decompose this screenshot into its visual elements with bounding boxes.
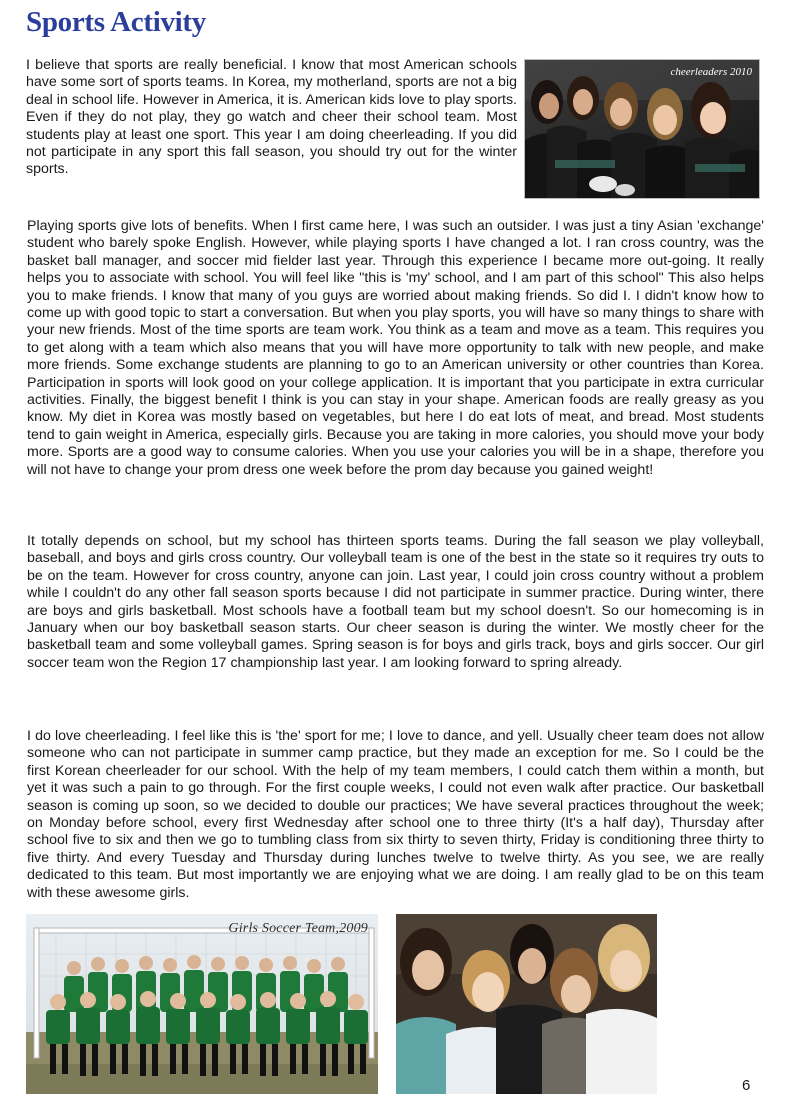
page-number: 6 [742, 1077, 751, 1094]
article-paragraph-3: It totally depends on school, but my school has thirteen sports teams. During the fall season we play volleyball, baseball, and boys and girls cross country. Our volleyball team is one of the best in the state so it requires try outs to be on the team. However for cross country, anyone can join. Last year, I could join cross country without a problem while I couldn't do any other fall season sports because I did not participate in summer practice. During winter, there are boys and girls basketball. Most schools have a football team but my school doesn't. So our homecoming is in January when our boy basketball season starts. Our cheer season is during the winter. We mostly cheer for the basketball team and some volleyball games. Spring season is for boys and girls track, boys and girls soccer. Our girl soccer team won the Region 17 championship last year. I am looking forward to spring already. [27, 533, 764, 671]
soccer-team-photo-image [26, 914, 378, 1094]
cheerleaders-photo-caption: cheerleaders 2010 [670, 66, 752, 78]
article-paragraph-4: I do love cheerleading. I feel like this is 'the' sport for me; I love to dance, and yell. Usually cheer team does not allow someone who can not participate in summer camp practice, but they made an exception for me. So I could be the first Korean cheerleader for our school. With the help of my team members, I could catch them within a month, but yet it was such a pain to go through. For the first couple weeks, I could not even walk after practice. Our basketball season is coming up soon, so we decided to double our practices; We have several practices throughout the week; on Monday before school, every first Wednesday after school one to three thirty (It's a half day), Thursday after school five to six and then we go to tumbling class from six thirty to seven thirty, Friday is conditioning three thirty to five thirty. And every Tuesday and Thursday during lunches twelve to twelve thirty. As you see, we are really dedicated to this team. But most importantly we are enjoying what we are doing. I am really glad to be on this team with these awesome girls. [27, 728, 764, 901]
page-title: Sports Activity [26, 6, 206, 38]
article-paragraph-1: I believe that sports are really beneficial. I know that most American schools have some sort of sports teams. In Korea, my motherland, sports are not a big deal in school life. However in America, it is. American kids love to play sports. Even if they do not play, they go watch and cheer their school team. Most students play at least one sport. This year I am doing cheerleading. If you did not participate in any sport this fall season, you should try out for the winter sports. [26, 57, 517, 178]
friends-group-photo-image [396, 914, 657, 1094]
cheerleaders-photo [524, 59, 760, 199]
article-paragraph-2: Playing sports give lots of benefits. When I first came here, I was such an outsider. I was just a tiny Asian 'exchange' student who barely spoke English. However, while playing sports I have changed a lot. I ran cross country, was the basket ball manager, and soccer mid fielder last year. Through this experience I became more out-going. It really helps you to associate with school. You will feel like "this is 'my' school, and I am part of this school" This also helps you to make friends. I know that many of you guys are worried about making friends. So did I. I didn't know how to come up with good topic to start a conversation. But when you play sports, you will have so many things to share with your new friends. Most of the time sports are team work. You think as a team and move as a team. This requires you to get along with a team which also means that you will have more opportunity to talk with new people, and make more friends. Some exchange students are planning to go to an American university or other countries than Korea. Participation in sports will look good on your college application. It is important that you participate in extra curricular activities. Finally, the biggest benefit I think is you can stay in your shape. American foods are really greasy as you know. My diet in Korea was mostly based on vegetables, but here I do eat lots of meat, and bread. Most students tend to gain weight in America, especially girls. Because you are taking in more calories, you should move your body more. Sports are a good way to consume calories. When you use your calories you will be in a shape, therefore you will not have to change your prom dress one week before the prom day because you gained weight! [27, 218, 764, 478]
cheerleaders-photo-image [525, 60, 760, 199]
soccer-team-photo-caption: Girls Soccer Team,2009 [228, 921, 368, 936]
friends-group-photo [396, 914, 657, 1094]
soccer-team-photo [26, 914, 378, 1094]
